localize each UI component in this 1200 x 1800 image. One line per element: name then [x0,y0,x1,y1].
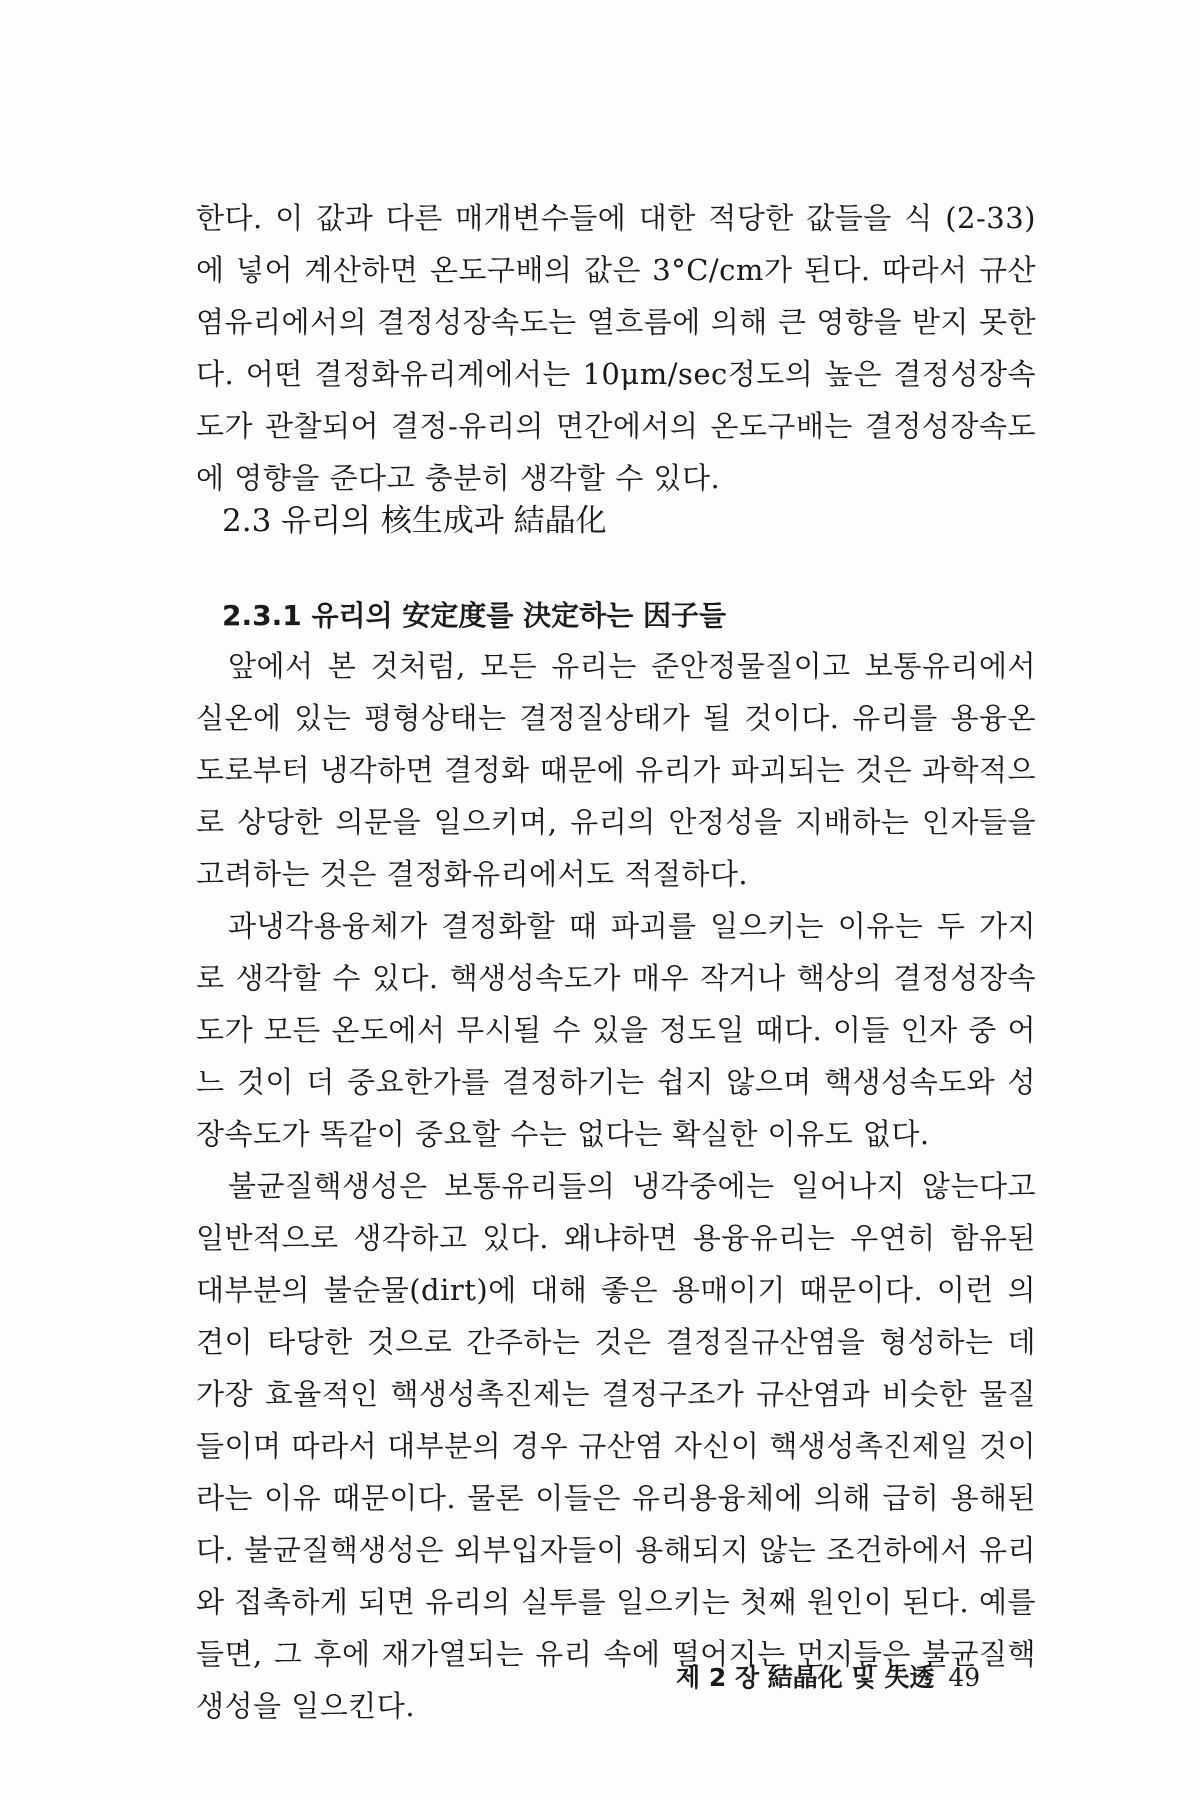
subsection-heading: 2.3.1 유리의 安定度를 決定하는 因子들 [222,599,727,632]
intro-paragraph: 한다. 이 값과 다른 매개변수들에 대한 적당한 값들을 식 (2-33)에 넣어 계산하면 온도구배의 값은 3°C/cm가 된다. 따라서 규산염유리에서의 결정성장속도는 열흐름에 의해 큰 영향을 받지 못한다. 어떤 결정화유리계에서는 10μm/sec정도의 높은 결정성장속도가 관찰되어 결정-유리의 면간에서의 온도구배는 결정성장속도에 영향을 준다고 충분히 생각할 수 있다. [196,201,1036,495]
body-text-block [196,640,1036,1732]
paragraph-stability: 앞에서 본 것처럼, 모든 유리는 준안정물질이고 보통유리에서 실온에 있는 평형상태는 결정질상태가 될 것이다. 유리를 용융온도로부터 냉각하면 결정화 때문에 유리가 파괴되는 것은 과학적으로 상당한 의문을 일으키며, 유리의 안정성을 지배하는 인자들을 고려하는 것은 결정화유리에서도 적절하다. [196,649,1036,891]
chapter-title: 제 2 장 結晶化 및 失透 [676,1663,935,1692]
page-footer [676,1658,980,1698]
paragraph-heterogeneous-nucleation: 불균질핵생성은 보통유리들의 냉각중에는 일어나지 않는다고 일반적으로 생각하고 있다. 왜냐하면 용융유리는 우연히 함유된 대부분의 불순물(dirt)에 대해 좋은 용매이기 때문이다. 이런 의견이 타당한 것으로 간주하는 것은 결정질규산염을 형성하는 데 가장 효율적인 핵생성촉진제는 결정구조가 규산염과 비슷한 물질들이며 따라서 대부분의 경우 규산염 자신이 핵생성촉진제일 것이라는 이유 때문이다. 물론 이들은 유리용융체에 의해 급히 용해된다. 불균질핵생성은 외부입자들이 용해되지 않는 조건하에서 유리와 접촉하게 되면 유리의 실투를 일으키는 첫째 원인이 된다. 예를 들면, 그 후에 재가열되는 유리 속에 떨어지는 먼지들은 불균질핵생성을 일으킨다. [196,1169,1036,1723]
intro-text-block [196,192,1036,504]
paragraph-crystallization-causes: 과냉각용융체가 결정화할 때 파괴를 일으키는 이유는 두 가지로 생각할 수 있다. 핵생성속도가 매우 작거나 핵상의 결정성장속도가 모든 온도에서 무시될 수 있을 정도일 때다. 이들 인자 중 어느 것이 더 중요한가를 결정하기는 쉽지 않으며 핵생성속도와 성장속도가 똑같이 중요할 수는 없다는 확실한 이유도 없다. [196,909,1036,1151]
page-number: 49 [948,1663,981,1692]
section-heading: 2.3 유리의 核生成과 結晶化 [222,503,607,539]
